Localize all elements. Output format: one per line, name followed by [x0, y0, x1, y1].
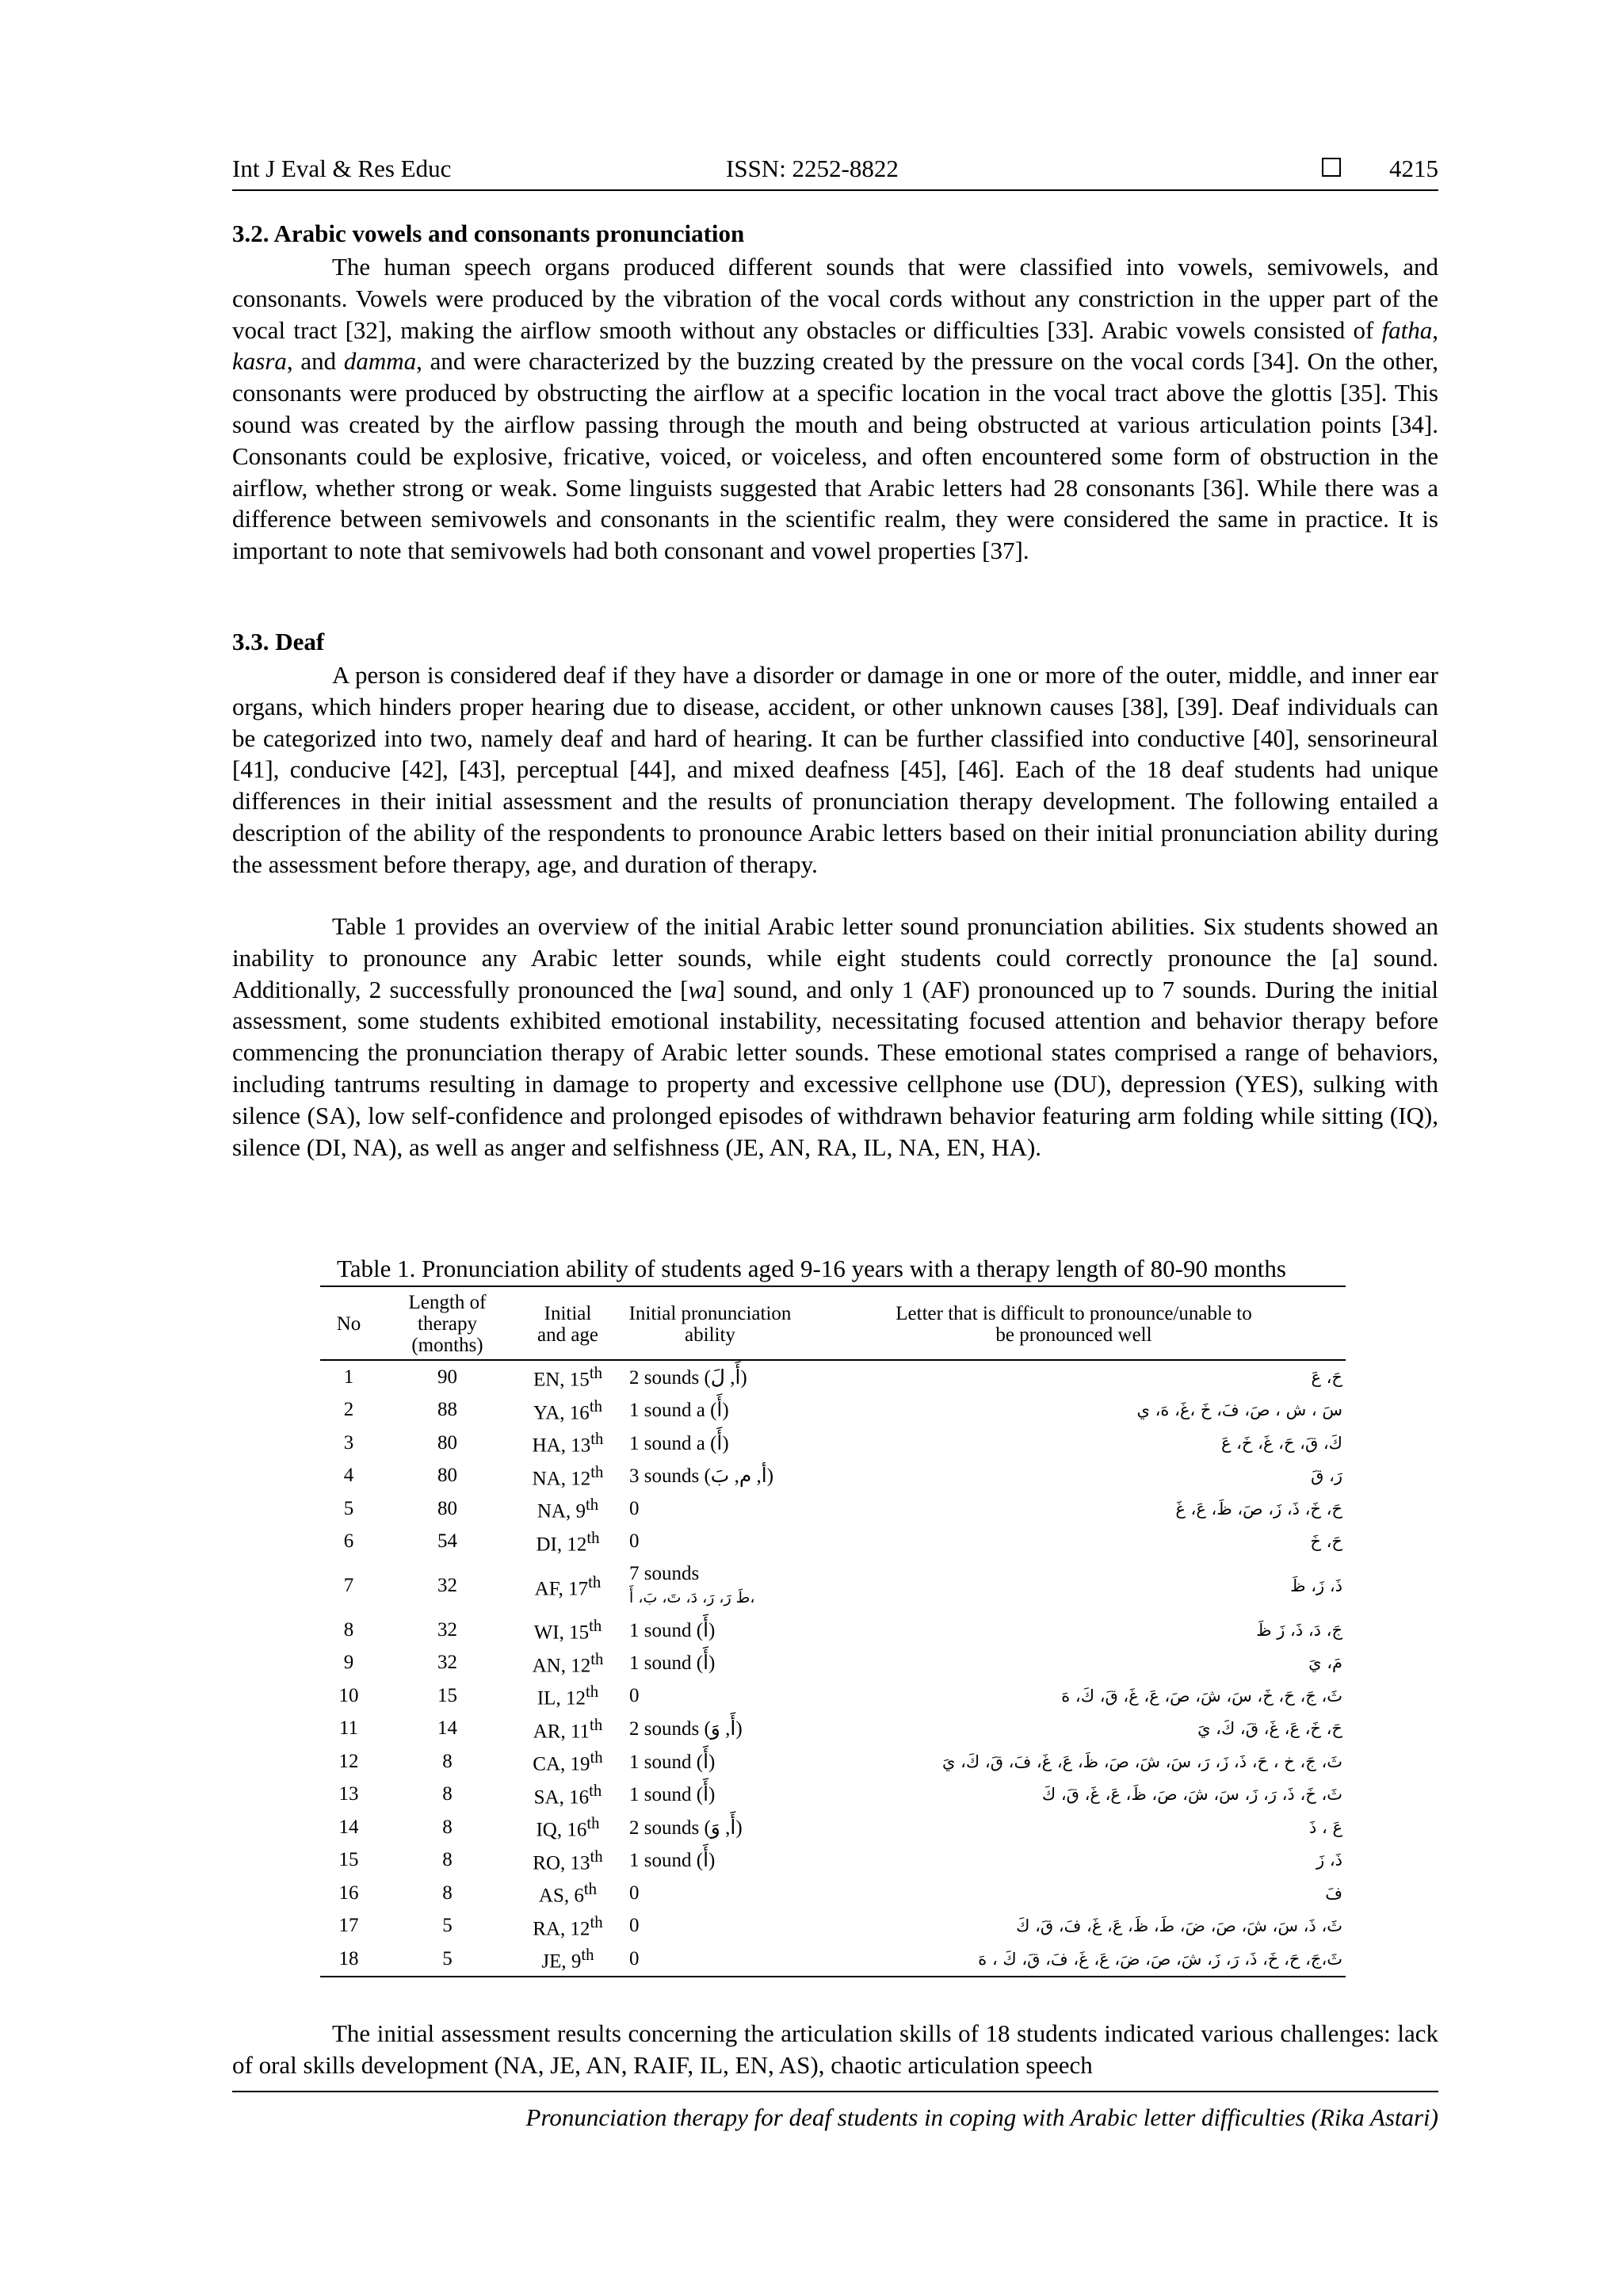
cell-ability: 2 sounds (أَ, وَ)	[629, 1817, 743, 1839]
ordinal-sup: th	[590, 1429, 604, 1449]
table-row	[320, 1394, 1346, 1427]
cell-letters: ثَ، جَ، حَ، خَ، سَ، شَ، صَ، عَ، غَ، قَ، كَ، هَ	[1061, 1686, 1342, 1706]
cell-ability: 0	[629, 1684, 640, 1706]
section-title-3-2: 3.2. Arabic vowels and consonants pronunciation	[232, 220, 745, 247]
initial-name: RO, 13	[533, 1851, 590, 1874]
cell-length: 80	[437, 1465, 457, 1487]
table-row	[320, 1877, 1346, 1910]
cell-length: 90	[437, 1366, 457, 1388]
para-text: ,	[1432, 315, 1438, 344]
table-row	[320, 1427, 1346, 1460]
cell-letters: ثَ، خَ، ذَ، رَ، زَ، سَ، شَ، صَ، ظَ، عَ، غَ، قَ، كَ	[1041, 1785, 1342, 1805]
para-text: The human speech organs produced different sounds that were classified into vowels, semivowels, and consonants. Vowels were produced by the vibration of the vocal cords without any constriction in the upper part of the vocal tract [32], making the airflow smooth without any obstacles or difficulties [33]. Arabic vowels consisted of	[232, 253, 1438, 344]
cell-length: 8	[442, 1881, 453, 1904]
header-line: Initial pronunciation	[628, 1302, 792, 1324]
header-line: Initial	[544, 1302, 592, 1324]
cell-length: 32	[437, 1575, 457, 1596]
issn: ISSN: 2252-8822	[726, 155, 899, 182]
initial-name: NA, 9	[537, 1500, 586, 1522]
cell-no: 3	[343, 1431, 354, 1454]
running-header	[232, 153, 1438, 191]
cell-no: 8	[343, 1618, 354, 1641]
page-number: 4215	[1389, 155, 1438, 182]
initial-name: WI, 15	[533, 1622, 590, 1644]
col-header-initial	[517, 1286, 618, 1360]
term-fatha: fatha	[1381, 315, 1433, 344]
term-wa: wa	[688, 975, 717, 1003]
initial-name: AF, 17	[534, 1578, 589, 1600]
header-line: (months)	[411, 1335, 483, 1356]
cell-ability: 1 sound a (أَ)	[629, 1400, 729, 1422]
paragraph-table-overview	[232, 911, 1438, 1163]
table-row	[320, 1745, 1346, 1778]
cell-letters: حَ، خَ، ذَ، زَ، صَ، ظَ، عَ، غَ	[1175, 1499, 1342, 1519]
cell-letters: مَ، يَ	[1308, 1653, 1342, 1673]
cell-ability: 1 sound a (أَ)	[629, 1432, 729, 1454]
para-text: , and	[286, 347, 344, 376]
header-line: ability	[685, 1324, 735, 1346]
cell-no: 17	[338, 1915, 359, 1937]
cell-ability: 1 sound (أَ)	[629, 1784, 716, 1806]
header-line: be pronounced well	[995, 1324, 1152, 1346]
ordinal-sup: th	[589, 1780, 602, 1800]
cell-ability: 0	[629, 1497, 640, 1519]
cell-length: 80	[437, 1497, 457, 1519]
cell-initial	[517, 1647, 618, 1680]
cell-no: 15	[338, 1849, 359, 1871]
cell-no: 5	[343, 1497, 354, 1519]
initial-name: EN, 15	[533, 1369, 590, 1391]
ordinal-sup: th	[583, 1879, 598, 1899]
cell-no: 7	[343, 1575, 354, 1596]
cell-length: 32	[437, 1652, 457, 1674]
checkbox-square-icon	[1322, 158, 1341, 177]
table-header-row	[320, 1286, 1346, 1360]
cell-initial	[517, 1778, 618, 1812]
ordinal-sup: th	[588, 1572, 601, 1592]
table-row	[320, 1558, 1346, 1614]
initial-name: SA, 16	[533, 1786, 590, 1808]
cell-letters: حَ، خَ، عَ، غَ، قَ، كَ، يَ	[1197, 1719, 1342, 1739]
ability-text: 7 sounds	[629, 1563, 700, 1584]
cell-no: 4	[343, 1465, 354, 1487]
cell-letters: ثَ،جَ، حَ، خَ، ذَ، رَ، زَ، شَ، صَ، ضَ، عَ، غَ، فَ، قَ، كَ ، هَ	[978, 1949, 1342, 1969]
initial-name: NA, 12	[532, 1467, 591, 1489]
cell-letters: سَ ، ش ، صَ، فَ، خَ ،غَ، هَ، ي	[1136, 1400, 1342, 1420]
initial-name: AR, 11	[533, 1720, 590, 1742]
cell-no: 11	[338, 1717, 359, 1740]
term-damma: damma	[343, 347, 417, 376]
col-header-no: No	[336, 1313, 361, 1335]
header-line: Length of therapy	[408, 1292, 487, 1335]
ordinal-sup: th	[590, 1748, 603, 1767]
table-caption: Table 1. Pronunciation ability of students aged 9-16 years with a therapy length of 80-90 months	[337, 1255, 1286, 1282]
cell-ability: 2 sounds (أَ, لَ)	[629, 1366, 747, 1389]
cell-no: 10	[338, 1684, 359, 1706]
cell-length: 54	[437, 1530, 457, 1553]
cell-ability: 2 sounds (أَ, وَ)	[629, 1718, 743, 1740]
cell-letters: جَ، دَ، ذَ، زَ ظَ	[1256, 1620, 1342, 1640]
cell-initial	[517, 1811, 618, 1844]
cell-ability: 1 sound (أَ)	[629, 1850, 716, 1872]
col-header-letters	[802, 1286, 1346, 1360]
table-row	[320, 1811, 1346, 1844]
ability-letters: طَ رَ، رَ، دَ، تَ، بَ، أَ،	[629, 1589, 755, 1606]
cell-initial	[517, 1713, 618, 1746]
cell-initial	[517, 1877, 618, 1910]
pronunciation-table	[320, 1286, 1346, 1977]
cell-initial	[517, 1427, 618, 1460]
cell-initial	[517, 1745, 618, 1778]
cell-letters: كَ، قَ، حَ، غَ، خَ، عَ	[1220, 1433, 1342, 1453]
ordinal-sup: th	[589, 1616, 602, 1636]
cell-letters: ثَ، جَ، خ ، حَ، ذَ، زَ، رَ، سَ، شَ، صَ، ظَ، عَ، غَ، فَ، قَ، كَ، يَ	[942, 1752, 1342, 1771]
ordinal-sup: th	[590, 1714, 603, 1734]
cell-no: 9	[343, 1652, 354, 1674]
cell-no: 12	[338, 1750, 359, 1772]
table-row	[320, 1647, 1346, 1680]
table-row	[320, 1492, 1346, 1526]
initial-name: RA, 12	[533, 1917, 590, 1939]
cell-initial	[517, 1614, 618, 1647]
ordinal-sup: th	[586, 1527, 600, 1547]
cell-letters: ثَ، ذَ، سَ، شَ، صَ، ضَ، طَ، ظَ، عَ، غَ، فَ، قَ، كَ	[1016, 1916, 1342, 1936]
ordinal-sup: th	[589, 1363, 603, 1383]
cell-length: 88	[437, 1399, 457, 1421]
initial-name: AN, 12	[532, 1654, 591, 1676]
ordinal-sup: th	[590, 1846, 603, 1866]
cell-no: 2	[343, 1399, 354, 1421]
cell-initial	[517, 1679, 618, 1713]
cell-length: 5	[442, 1915, 453, 1937]
initial-name: YA, 16	[533, 1401, 590, 1423]
cell-ability: 3 sounds (أ, م, بَ)	[629, 1465, 774, 1488]
cell-ability: 0	[629, 1530, 640, 1553]
cell-no: 1	[343, 1366, 354, 1388]
table-row	[320, 1910, 1346, 1943]
term-kasra: kasra	[232, 347, 287, 376]
col-header-ability	[618, 1286, 802, 1360]
cell-letters: فَ	[1325, 1883, 1342, 1903]
ordinal-sup: th	[586, 1813, 600, 1833]
cell-length: 8	[442, 1783, 453, 1805]
ordinal-sup: th	[585, 1682, 599, 1702]
cell-initial	[517, 1943, 618, 1977]
journal-name: Int J Eval & Res Educ	[232, 155, 452, 182]
cell-initial	[517, 1844, 618, 1878]
cell-length: 5	[442, 1947, 453, 1969]
table-row	[320, 1778, 1346, 1812]
cell-length: 80	[437, 1431, 457, 1454]
para-text: ] sound, and only 1 (AF) pronounced up to 7 sounds. During the initial assessment, some students exhibited emotional instability, necessitating focused attention and behavior therapy before commencing the pronunciation therapy of Arabic letter sounds. These emotional states comprised a range of behaviors, including tantrums resulting in damage to property and excessive cellphone use (DU), depression (YES), sulking with silence (SA), low self-confidence and prolonged episodes of withdrawn behavior featuring arm folding while sitting (IQ), silence (DI, NA), as well as anger and selfishness (JE, AN, RA, IL, NA, EN, HA).	[232, 975, 1438, 1161]
cell-no: 6	[343, 1530, 354, 1553]
paragraph-vowels-consonants	[232, 251, 1438, 567]
cell-length: 14	[437, 1717, 457, 1740]
paragraph-deaf-definition: A person is considered deaf if they have a disorder or damage in one or more of the outer, middle, and inner ear organs, which hinders proper hearing due to disease, accident, or other unknown causes [38], [39]. Deaf individuals can be categorized into two, namely deaf and hard of hearing. It can be further classified into conductive [40], sensorineural [41], conducive [42], [43], perceptual [44], and mixed deafness [45], [46]. Each of the 18 deaf students had unique differences in their initial assessment and the results of pronunciation therapy development. The following entailed a description of the ability of the respondents to pronounce Arabic letters based on their initial pronunciation ability during the assessment before therapy, age, and duration of therapy.	[232, 661, 1438, 878]
cell-ability: 0	[629, 1915, 640, 1937]
col-header-length	[377, 1286, 517, 1360]
ordinal-sup: th	[590, 1912, 603, 1931]
cell-initial	[517, 1360, 618, 1394]
para-text: Table 1 provides an overview of the initial Arabic letter sound pronunciation abilities. Six students showed an inability to pronounce any Arabic letter sounds, while eight students could correctly pronounce the [a] sound. Additionally, 2 successfully pronounced the [	[232, 912, 1438, 1003]
cell-initial	[517, 1460, 618, 1493]
cell-letters: رَ، قَ	[1311, 1466, 1342, 1486]
header-line: and age	[537, 1324, 599, 1346]
table-row	[320, 1360, 1346, 1394]
cell-initial	[517, 1558, 618, 1614]
initial-name: DI, 12	[536, 1533, 587, 1555]
cell-ability: 1 sound (أَ)	[629, 1652, 716, 1675]
cell-no: 18	[338, 1947, 359, 1969]
cell-ability: 1 sound (أَ)	[629, 1619, 716, 1641]
cell-letters: حَ، عَ	[1311, 1367, 1342, 1387]
cell-length: 8	[442, 1816, 453, 1838]
cell-letters: ذَ، زَ، ظَ	[1290, 1576, 1342, 1595]
table-row	[320, 1713, 1346, 1746]
table-row	[320, 1844, 1346, 1878]
cell-letters: عَ ، ذَ	[1308, 1817, 1342, 1837]
cell-letters: حَ، خَ	[1310, 1532, 1342, 1552]
cell-no: 13	[338, 1783, 359, 1805]
ordinal-sup: th	[589, 1396, 603, 1415]
cell-ability	[618, 1558, 802, 1614]
cell-initial	[517, 1910, 618, 1943]
initial-name: CA, 19	[533, 1753, 590, 1775]
cell-ability: 0	[629, 1881, 640, 1904]
cell-ability: 1 sound (أَ)	[629, 1751, 716, 1773]
para-text: , and were characterized by the buzzing created by the pressure on the vocal cords [34]. On the other, consonants were produced by obstructing the airflow at a specific location in the vocal tract above the glottis [35]. This sound was created by the airflow passing through the mouth and being obstructed at various articulation points [34]. Consonants could be explosive, fricative, voiced, or voiceless, and often encountered some form of obstruction in the airflow, whether strong or weak. Some linguists suggested that Arabic letters had 28 consonants [36]. While there was a difference between semivowels and consonants in the scientific realm, they were considered the same in practice. It is important to note that semivowels had both consonant and vowel properties [37].	[232, 347, 1438, 565]
table-row	[320, 1460, 1346, 1493]
cell-ability: 0	[629, 1947, 640, 1969]
table-row	[320, 1943, 1346, 1977]
initial-name: HA, 13	[532, 1435, 591, 1457]
section-title-3-3: 3.3. Deaf	[232, 628, 325, 655]
cell-no: 16	[338, 1881, 359, 1904]
cell-length: 32	[437, 1618, 457, 1641]
cell-length: 8	[442, 1849, 453, 1871]
table-row	[320, 1614, 1346, 1647]
table-row	[320, 1526, 1346, 1559]
cell-initial	[517, 1394, 618, 1427]
initial-name: IL, 12	[537, 1687, 586, 1710]
paragraph-initial-assessment: The initial assessment results concerning the articulation skills of 18 students indicated various challenges: lack of oral skills development (NA, JE, AN, RAIF, IL, EN, AS), chaotic articulation speech	[232, 2019, 1438, 2079]
initial-name: AS, 6	[538, 1885, 584, 1907]
cell-length: 8	[442, 1750, 453, 1772]
ordinal-sup: th	[590, 1648, 604, 1668]
ordinal-sup: th	[581, 1945, 594, 1965]
cell-letters: ذَ، زَ	[1316, 1851, 1342, 1870]
running-footer: Pronunciation therapy for deaf students in coping with Arabic letter difficulties (Rika Astari)	[232, 2091, 1438, 2132]
cell-no: 14	[338, 1816, 359, 1838]
ordinal-sup: th	[590, 1461, 604, 1481]
initial-name: JE, 9	[541, 1950, 582, 1973]
cell-initial	[517, 1492, 618, 1526]
header-line: Letter that is difficult to pronounce/unable to	[896, 1302, 1252, 1324]
table-row	[320, 1679, 1346, 1713]
ordinal-sup: th	[585, 1495, 599, 1515]
initial-name: IQ, 16	[536, 1819, 587, 1841]
cell-initial	[517, 1526, 618, 1559]
cell-length: 15	[437, 1684, 457, 1706]
